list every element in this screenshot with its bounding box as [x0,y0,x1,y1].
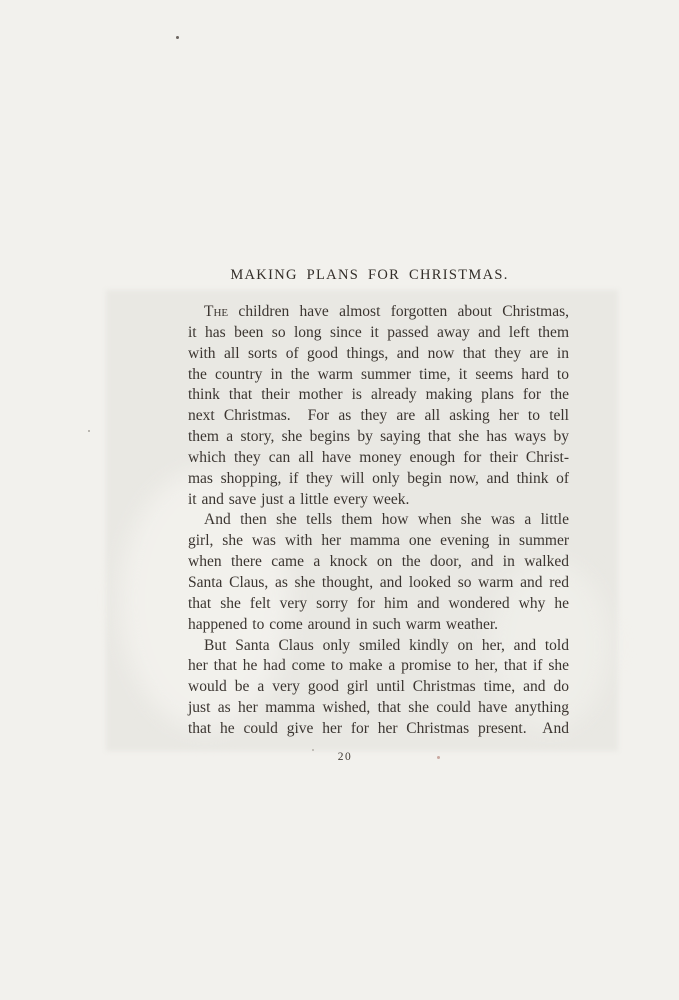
text-line: But Santa Claus only smiled kindly on her, and told [204,636,569,654]
text-line: would be a very good girl until Christmas time, and do [188,678,569,696]
paragraph [188,636,569,740]
page-title: MAKING PLANS FOR CHRISTMAS. [230,267,509,283]
text-line: And then she tells them how when she was a little [204,511,569,529]
lead-rest: children have almost forgotten about Christmas, [228,303,569,320]
text-line: them a story, she begins by saying that she has ways by [188,428,569,446]
text-line: that she felt very sorry for him and wondered why he [188,594,569,612]
paper-speck [312,749,314,751]
paper-speck [88,430,90,432]
text-line: her that he had come to make a promise to her, that if she [188,657,569,675]
body-text [188,302,569,740]
text-line: with all sorts of good things, and now that they are in [188,344,569,362]
text-line [188,302,569,323]
text-line: happened to come around in such warm weather. [188,615,499,633]
paper-speck [437,756,440,759]
text-line: the country in the warm summer time, it seems hard to [188,365,569,383]
text-line: mas shopping, if they will only begin now, and think of [188,469,569,487]
paper-speck [176,36,179,39]
text-line: girl, she was with her mamma one evening in summer [188,532,569,550]
paragraph [188,510,569,635]
text-line: it has been so long since it passed away and left them [188,323,569,341]
text-line: next Christmas. For as they are all asking her to tell [188,407,569,425]
text-line: which they can all have money enough for their Christ- [188,448,569,466]
text-line: Santa Claus, as she thought, and looked so warm and red [188,573,569,591]
text-line: it and save just a little every week. [188,490,410,508]
text-line: think that their mother is already making plans for the [188,386,569,404]
page-number: 20 [337,751,353,763]
text-line: when there came a knock on the door, and in walked [188,553,569,571]
small-caps-word: The [204,303,229,320]
paragraph-lines [188,323,569,511]
text-line: that he could give her for her Christmas present. And [188,719,569,737]
text-line: just as her mamma wished, that she could have anything [188,699,569,717]
paragraph [188,302,569,510]
